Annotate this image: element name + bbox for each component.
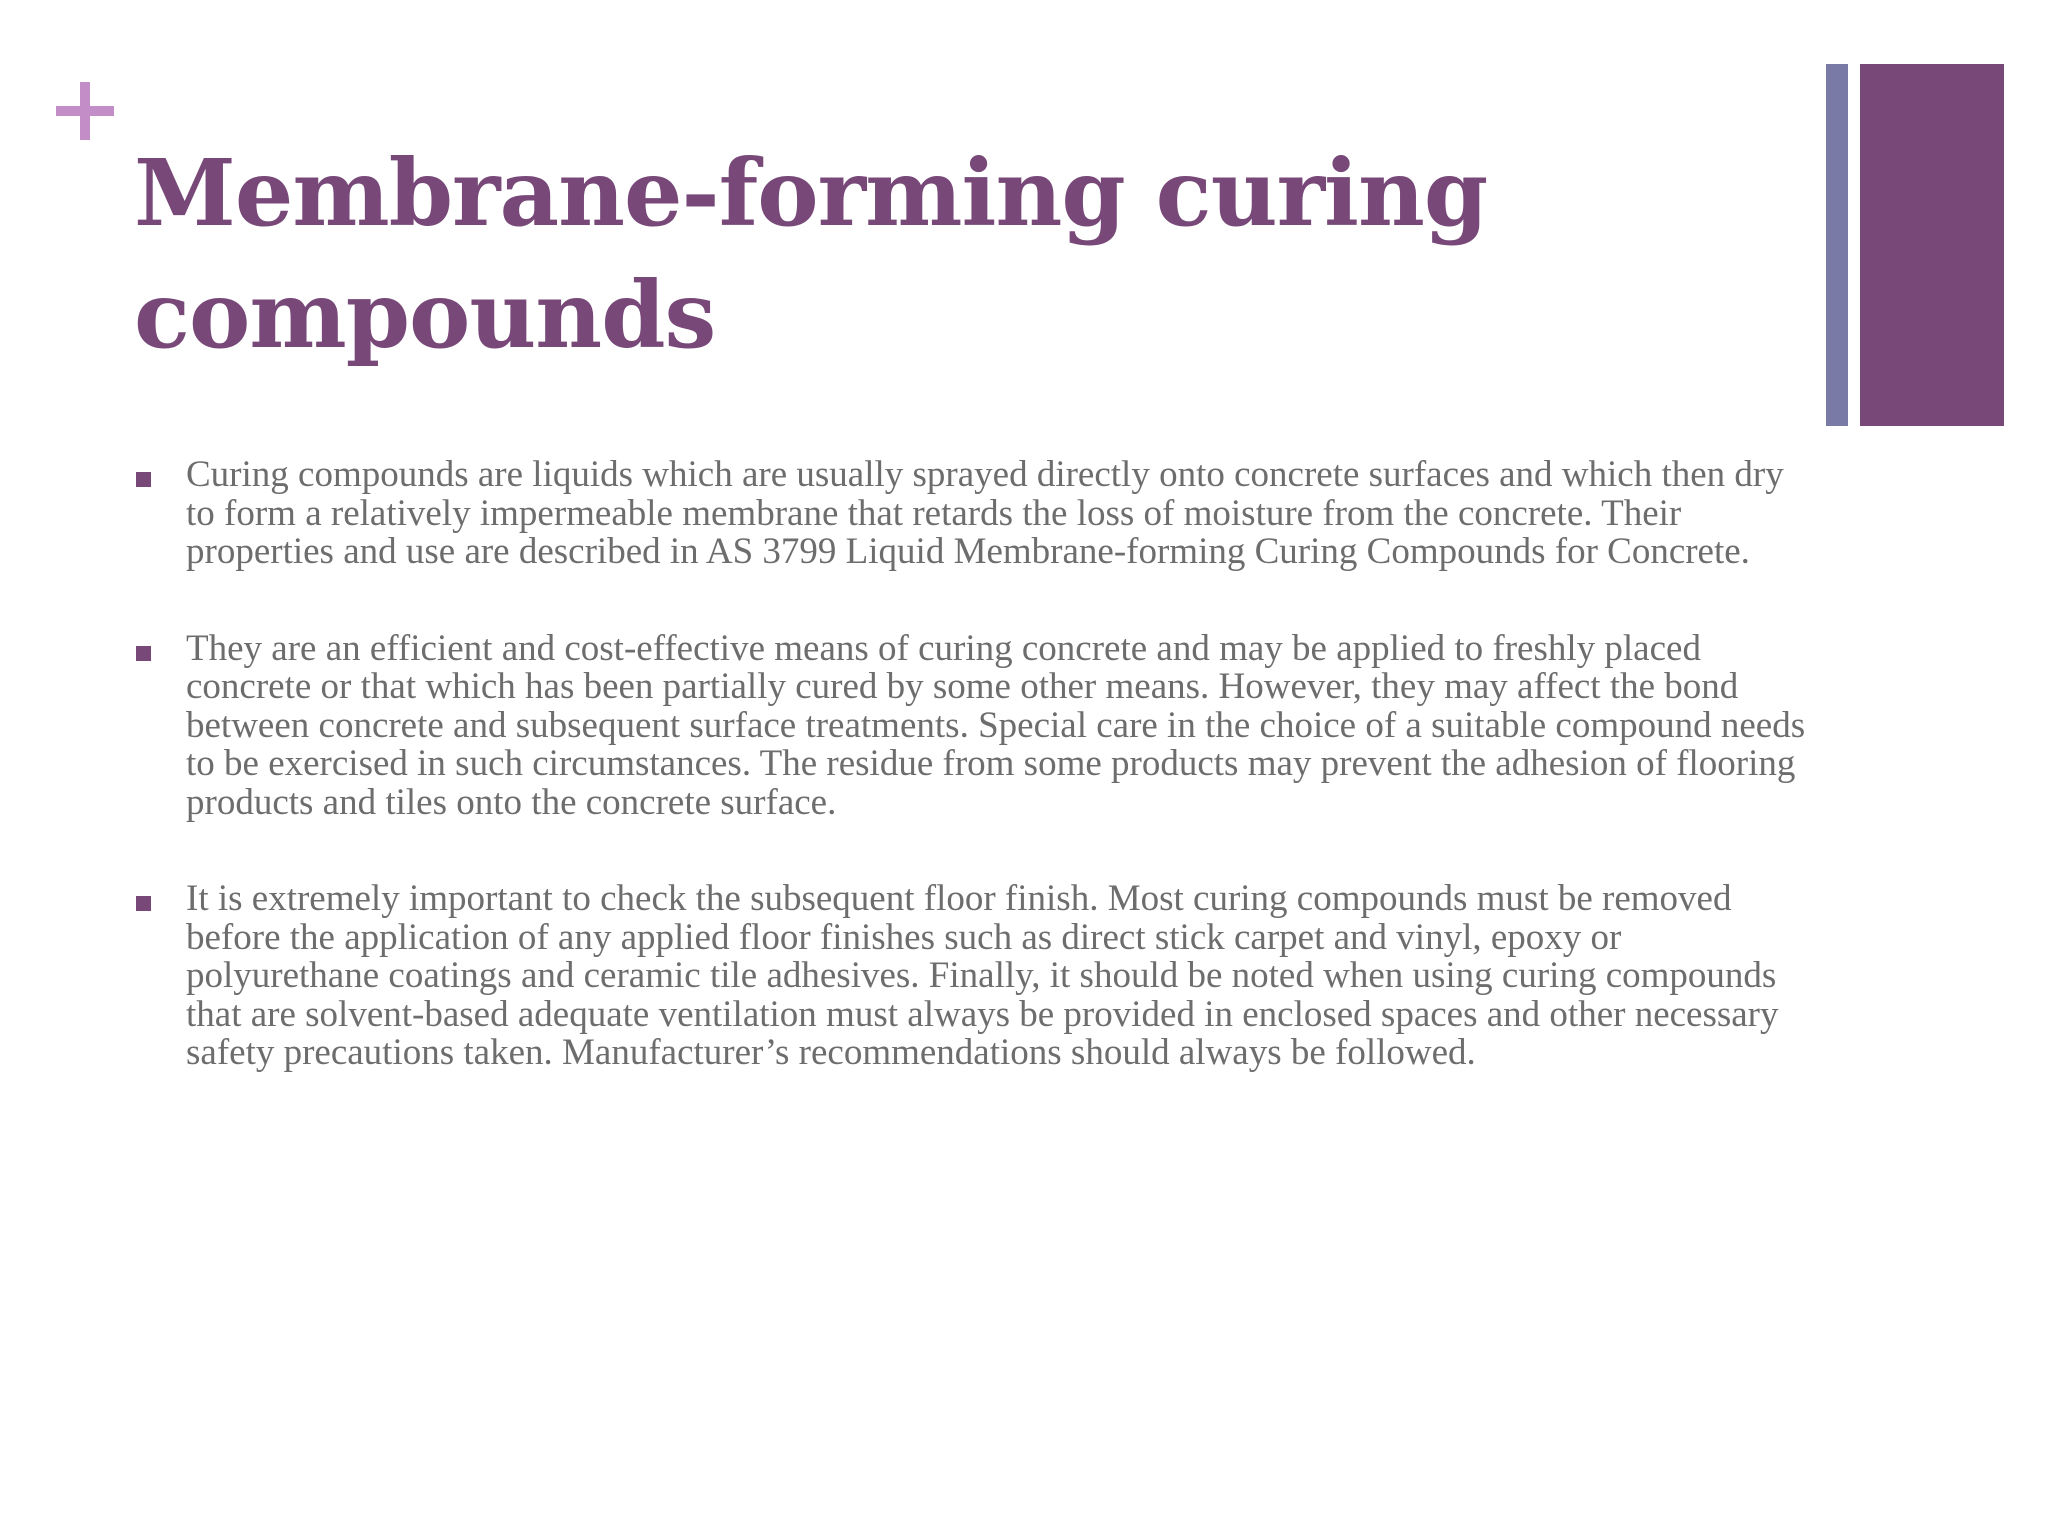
plus-icon <box>56 82 114 140</box>
plus-icon-vertical <box>80 82 90 140</box>
square-bullet-icon <box>136 472 151 487</box>
bullet-text-3: It is extremely important to check the subsequent floor finish. Most curing compounds must be removed before the application of any applied floor finishes such as direct stick carpet and vinyl, epoxy or polyurethane coatings and ceramic tile adhesives. Finally, it should be noted when using curing compounds that are solvent-based adequate ventilation must always be provided in enclosed spaces and other necessary safety precautions taken. Manufacturer’s recommendations should always be followed. <box>186 878 1779 1073</box>
bullet-list <box>134 456 1814 1131</box>
accent-bar-thick <box>1860 64 2004 426</box>
bullet-item-3 <box>134 880 1814 1073</box>
bullet-text-2: They are an efficient and cost-effective means of curing concrete and may be applied to freshly placed concrete or that which has been partially cured by some other means. However, they may affect the bond between concrete and subsequent surface treatments. Special care in the choice of a suitable compound needs to be exercised in such circumstances. The residue from some products may prevent the adhesion of flooring products and tiles onto the concrete surface. <box>186 627 1806 823</box>
square-bullet-icon <box>136 896 151 911</box>
accent-bar-thin <box>1826 64 1848 426</box>
bullet-item-1 <box>134 456 1814 572</box>
square-bullet-icon <box>136 646 151 661</box>
bullet-item-2 <box>134 627 1814 823</box>
bullet-text-1: Curing compounds are liquids which are usually sprayed directly onto concrete surfaces and which then dry to form a relatively impermeable membrane that retards the loss of moisture from the concrete. Their properties and use are described in AS 3799 Liquid Membrane-forming Curing Compounds for Concrete. <box>186 454 1784 572</box>
slide-title: Membrane-forming curing compounds <box>134 139 1488 369</box>
